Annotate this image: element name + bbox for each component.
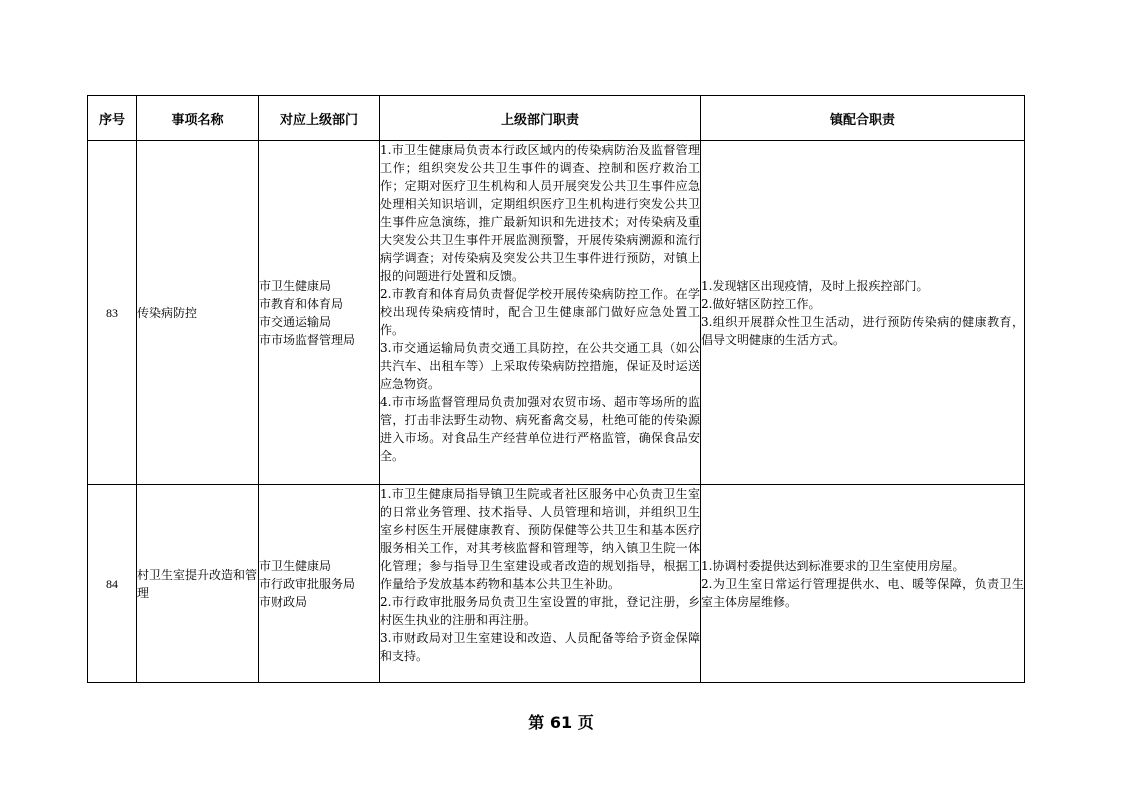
row-superior-duties <box>380 485 701 683</box>
duty-paragraph: 3.市财政局对卫生室建设和改造、人员配备等给予资金保障和支持。 <box>380 631 700 663</box>
header-superior-duties: 上级部门职责 <box>380 96 701 141</box>
duty-paragraph: 3.市交通运输局负责交通工具防控，在公共交通工具（如公共汽车、出租车等）上采取传染病防控措施，保证及时运送应急物资。 <box>380 341 700 391</box>
department-name: 市交通运输局 <box>259 314 332 329</box>
town-duty-paragraph: 2.为卫生室日常运行管理提供水、电、暖等保障，负责卫生室主体房屋维修。 <box>701 576 1024 609</box>
department-name: 市市场监督管理局 <box>259 332 356 347</box>
row-departments <box>259 485 380 683</box>
row-item-name: 传染病防控 <box>137 141 259 485</box>
department-name: 市教育和体育局 <box>259 296 344 311</box>
header-town-duties: 镇配合职责 <box>701 96 1025 141</box>
header-superior-department: 对应上级部门 <box>259 96 380 141</box>
duty-paragraph: 1.市卫生健康局负责本行政区域内的传染病防治及监督管理工作；组织突发公共卫生事件的调查、控制和医疗救治工作；定期对医疗卫生机构和人员开展突发公共卫生事件应急处理相关知识培训，定期组织医疗卫生机构进行突发公共卫生事件应急演练，推广最新知识和先进技术；对传染病及重大突发公共卫生事件开展监测预警，开展传染病溯源和流行病学调查；对传染病及突发公共卫生事件进行预防，对镇上报的问题进行处置和反馈。 <box>380 143 700 283</box>
table-row <box>88 141 1025 485</box>
town-duty-paragraph: 2.做好辖区防控工作。 <box>701 296 821 311</box>
responsibility-table <box>87 95 1025 683</box>
table-row <box>88 485 1025 683</box>
page-number: 第 61 页 <box>528 713 594 732</box>
department-name: 市财政局 <box>259 594 308 609</box>
row-town-duties <box>701 141 1025 485</box>
duty-paragraph: 4.市市场监督管理局负责加强对农贸市场、超市等场所的监管，打击非法野生动物、病死畜禽交易，杜绝可能的传染源进入市场。对食品生产经营单位进行严格监管，确保食品安全。 <box>380 395 700 463</box>
header-item-name: 事项名称 <box>137 96 259 141</box>
row-serial-number: 84 <box>88 485 137 683</box>
duty-paragraph: 1.市卫生健康局指导镇卫生院或者社区服务中心负责卫生室的日常业务管理、技术指导、人员管理和培训，并组织卫生室乡村医生开展健康教育、预防保健等公共卫生和基本医疗服务相关工作，对其考核监督和管理等，纳入镇卫生院一体化管理；参与指导卫生室建设或者改造的规划指导，根据工作量给予发放基本药物和基本公共卫生补助。 <box>380 487 700 591</box>
department-name: 市卫生健康局 <box>259 278 332 293</box>
row-superior-duties <box>380 141 701 485</box>
duty-paragraph: 2.市教育和体育局负责督促学校开展传染病防控工作。在学校出现传染病疫情时，配合卫生健康部门做好应急处置工作。 <box>380 287 700 337</box>
row-departments <box>259 141 380 485</box>
row-town-duties <box>701 485 1025 683</box>
town-duty-paragraph: 1.协调村委提供达到标准要求的卫生室使用房屋。 <box>701 558 965 573</box>
row-item-name: 村卫生室提升改造和管理 <box>137 485 259 683</box>
town-duty-paragraph: 3.组织开展群众性卫生活动，进行预防传染病的健康教育，倡导文明健康的生活方式。 <box>701 314 1024 347</box>
duty-paragraph: 2.市行政审批服务局负责卫生室设置的审批，登记注册，乡村医生执业的注册和再注册。 <box>380 595 700 627</box>
row-serial-number: 83 <box>88 141 137 485</box>
town-duty-paragraph: 1.发现辖区出现疫情，及时上报疾控部门。 <box>701 278 929 293</box>
header-serial-number: 序号 <box>88 96 137 141</box>
department-name: 市行政审批服务局 <box>259 576 356 591</box>
table-header-row <box>88 96 1025 141</box>
department-name: 市卫生健康局 <box>259 558 332 573</box>
